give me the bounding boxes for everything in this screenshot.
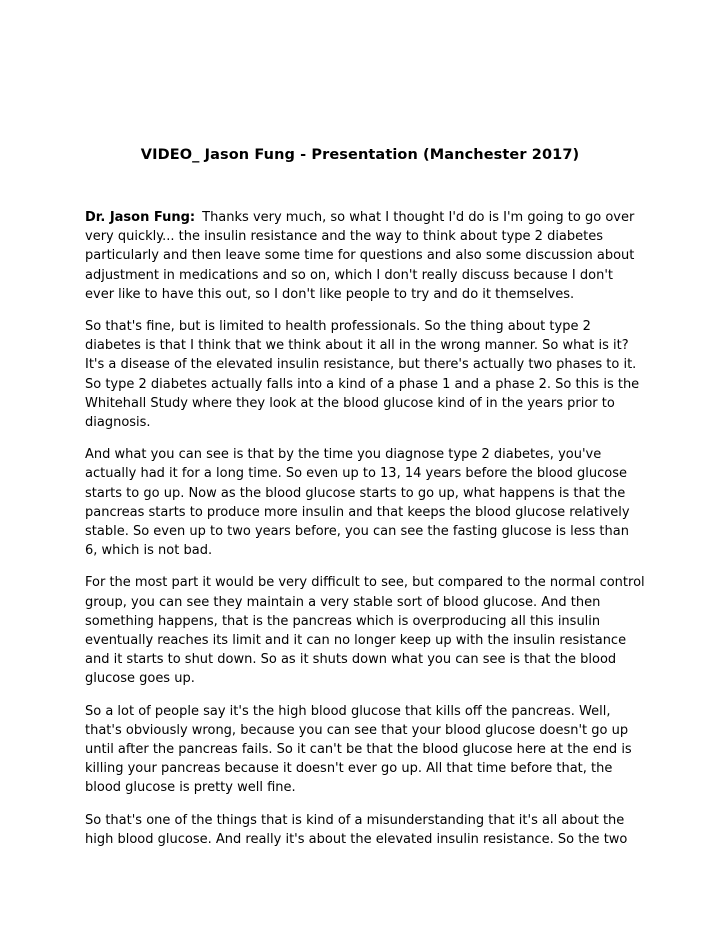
document-body (85, 208, 645, 862)
paragraph-5: So a lot of people say it's the high blood glucose that kills off the pancreas. Well, that's obviously wrong, because you can see that your blood glucose doesn't go up until after the pancreas fails. So it can't be that the blood glucose here at the end is killing your pancreas because it doesn't ever go up. All that time before that, the blood glucose is pretty well fine. (85, 703, 632, 796)
document-title: VIDEO_ Jason Fung - Presentation (Manchester 2017) (140, 147, 580, 163)
paragraph-4: For the most part it would be very difficult to see, but compared to the normal control group, you can see they maintain a very stable sort of blood glucose. And then something happens, that is the pancreas which is overproducing all this insulin eventually reaches its limit and it can no longer keep up with the insulin resistance and it starts to shut down. So as it shuts down what you can see is that the blood glucose goes up. (85, 575, 645, 687)
paragraph-1 (85, 208, 645, 304)
paragraph-2: So that's fine, but is limited to health professionals. So the thing about type 2 diabetes is that I think that we think about it all in the wrong manner. So what is it? It's a disease of the elevated insulin resistance, but there's actually two phases to it. So type 2 diabetes actually falls into a kind of a phase 1 and a phase 2. So this is the Whitehall Study where they look at the blood glucose kind of in the years prior to diagnosis. (85, 319, 640, 431)
paragraph-6: So that's one of the things that is kind of a misunderstanding that it's all about the high blood glucose. And really it's about the elevated insulin resistance. So the two (85, 812, 628, 847)
paragraph-text: Thanks very much, so what I thought I'd do is I'm going to go over very quickly... the insulin resistance and the way to think about type 2 diabetes particularly and then leave some time for questions and also some discussion about adjustment in medications and so on, which I don't really discuss because I don't ever like to have this out, so I don't like people to try and do it themselves. (85, 210, 635, 302)
speaker-label: Dr. Jason Fung: (85, 210, 196, 225)
paragraph-3: And what you can see is that by the time you diagnose type 2 diabetes, you've actually had it for a long time. So even up to 13, 14 years before the blood glucose starts to go up. Now as the blood glucose starts to go up, what happens is that the pancreas starts to produce more insulin and that keeps the blood glucose relatively stable. So even up to two years before, you can see the fasting glucose is less than 6, which is not bad. (85, 447, 630, 559)
